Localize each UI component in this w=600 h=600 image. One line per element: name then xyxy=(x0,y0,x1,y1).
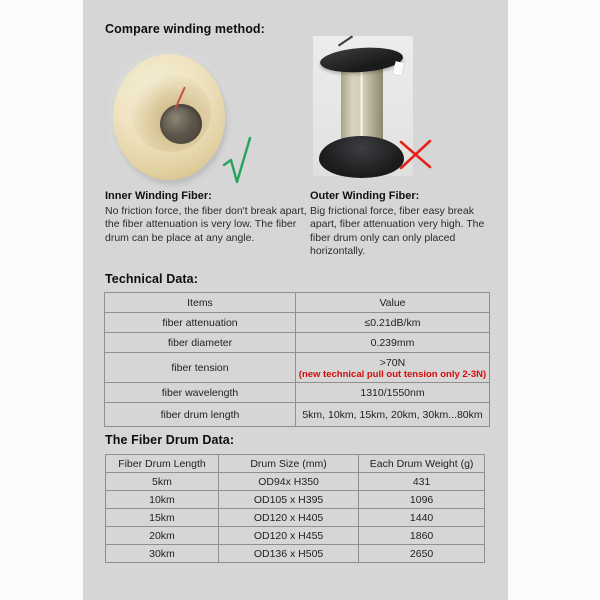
fiber-spool-bottom-flange xyxy=(319,136,404,178)
table-row xyxy=(106,509,485,527)
cell-weight: 431 xyxy=(359,473,485,491)
outer-winding-heading: Outer Winding Fiber: xyxy=(310,190,420,202)
table-row xyxy=(106,527,485,545)
fiber-spool-wire xyxy=(338,35,353,46)
cell-weight: 1440 xyxy=(359,509,485,527)
technical-data-table xyxy=(104,292,490,427)
table-row xyxy=(105,333,490,353)
inner-winding-description xyxy=(105,190,307,245)
check-icon xyxy=(221,135,253,189)
cell-size: OD94x H350 xyxy=(218,473,358,491)
cell-weight: 2650 xyxy=(359,545,485,563)
cell-size: OD120 x H405 xyxy=(218,509,358,527)
cell-item: fiber diameter xyxy=(105,333,296,353)
table-header-row xyxy=(106,455,485,473)
inner-winding-photo xyxy=(109,52,229,182)
inner-winding-body: No friction force, the fiber don't break apart, the fiber attenuation is very low. The fiber drum can be place at any angle. xyxy=(105,204,307,244)
cell-weight: 1860 xyxy=(359,527,485,545)
table-row xyxy=(105,313,490,333)
cell-value: 0.239mm xyxy=(295,333,489,353)
fiber-coil-hole xyxy=(160,104,202,144)
cell-item: fiber wavelength xyxy=(105,383,296,403)
cell-item: fiber attenuation xyxy=(105,313,296,333)
table-row xyxy=(106,491,485,509)
cell-length: 30km xyxy=(106,545,219,563)
cell-weight: 1096 xyxy=(359,491,485,509)
drum-header-weight: Each Drum Weight (g) xyxy=(359,455,485,473)
tension-note: (new technical pull out tension only 2-3N) xyxy=(298,369,487,380)
fiber-spool-top-flange xyxy=(319,45,403,75)
cell-value: 1310/1550nm xyxy=(295,383,489,403)
inner-winding-heading: Inner Winding Fiber: xyxy=(105,190,212,202)
cell-value: ≤0.21dB/km xyxy=(295,313,489,333)
cell-size: OD136 x H505 xyxy=(218,545,358,563)
drum-header-length: Fiber Drum Length xyxy=(106,455,219,473)
table-row xyxy=(105,383,490,403)
table-row xyxy=(106,545,485,563)
cell-value xyxy=(295,353,489,383)
cell-length: 15km xyxy=(106,509,219,527)
cell-item: fiber tension xyxy=(105,353,296,383)
cell-length: 10km xyxy=(106,491,219,509)
cell-item: fiber drum length xyxy=(105,403,296,427)
fiber-drum-data-title: The Fiber Drum Data: xyxy=(105,433,235,447)
outer-winding-body: Big frictional force, fiber easy break apart, fiber attenuation very high. The fiber drum only can only placed horizontally. xyxy=(310,204,485,258)
table-header-row xyxy=(105,293,490,313)
fiber-spool-tag xyxy=(393,61,405,76)
table-row xyxy=(105,353,490,383)
tension-value: >70N xyxy=(379,357,406,369)
content-band xyxy=(83,0,508,600)
table-row xyxy=(105,403,490,427)
cell-size: OD105 x H395 xyxy=(218,491,358,509)
cell-value: 5km, 10km, 15km, 20km, 30km...80km xyxy=(295,403,489,427)
tech-header-items: Items xyxy=(105,293,296,313)
tech-header-value: Value xyxy=(295,293,489,313)
cell-length: 5km xyxy=(106,473,219,491)
page-title: Compare winding method: xyxy=(105,22,265,36)
fiber-drum-data-table xyxy=(105,454,485,563)
cross-icon xyxy=(397,136,433,172)
cell-length: 20km xyxy=(106,527,219,545)
outer-winding-description xyxy=(310,190,498,259)
technical-data-title: Technical Data: xyxy=(105,272,198,286)
cell-size: OD120 x H455 xyxy=(218,527,358,545)
drum-header-size: Drum Size (mm) xyxy=(218,455,358,473)
table-row xyxy=(106,473,485,491)
